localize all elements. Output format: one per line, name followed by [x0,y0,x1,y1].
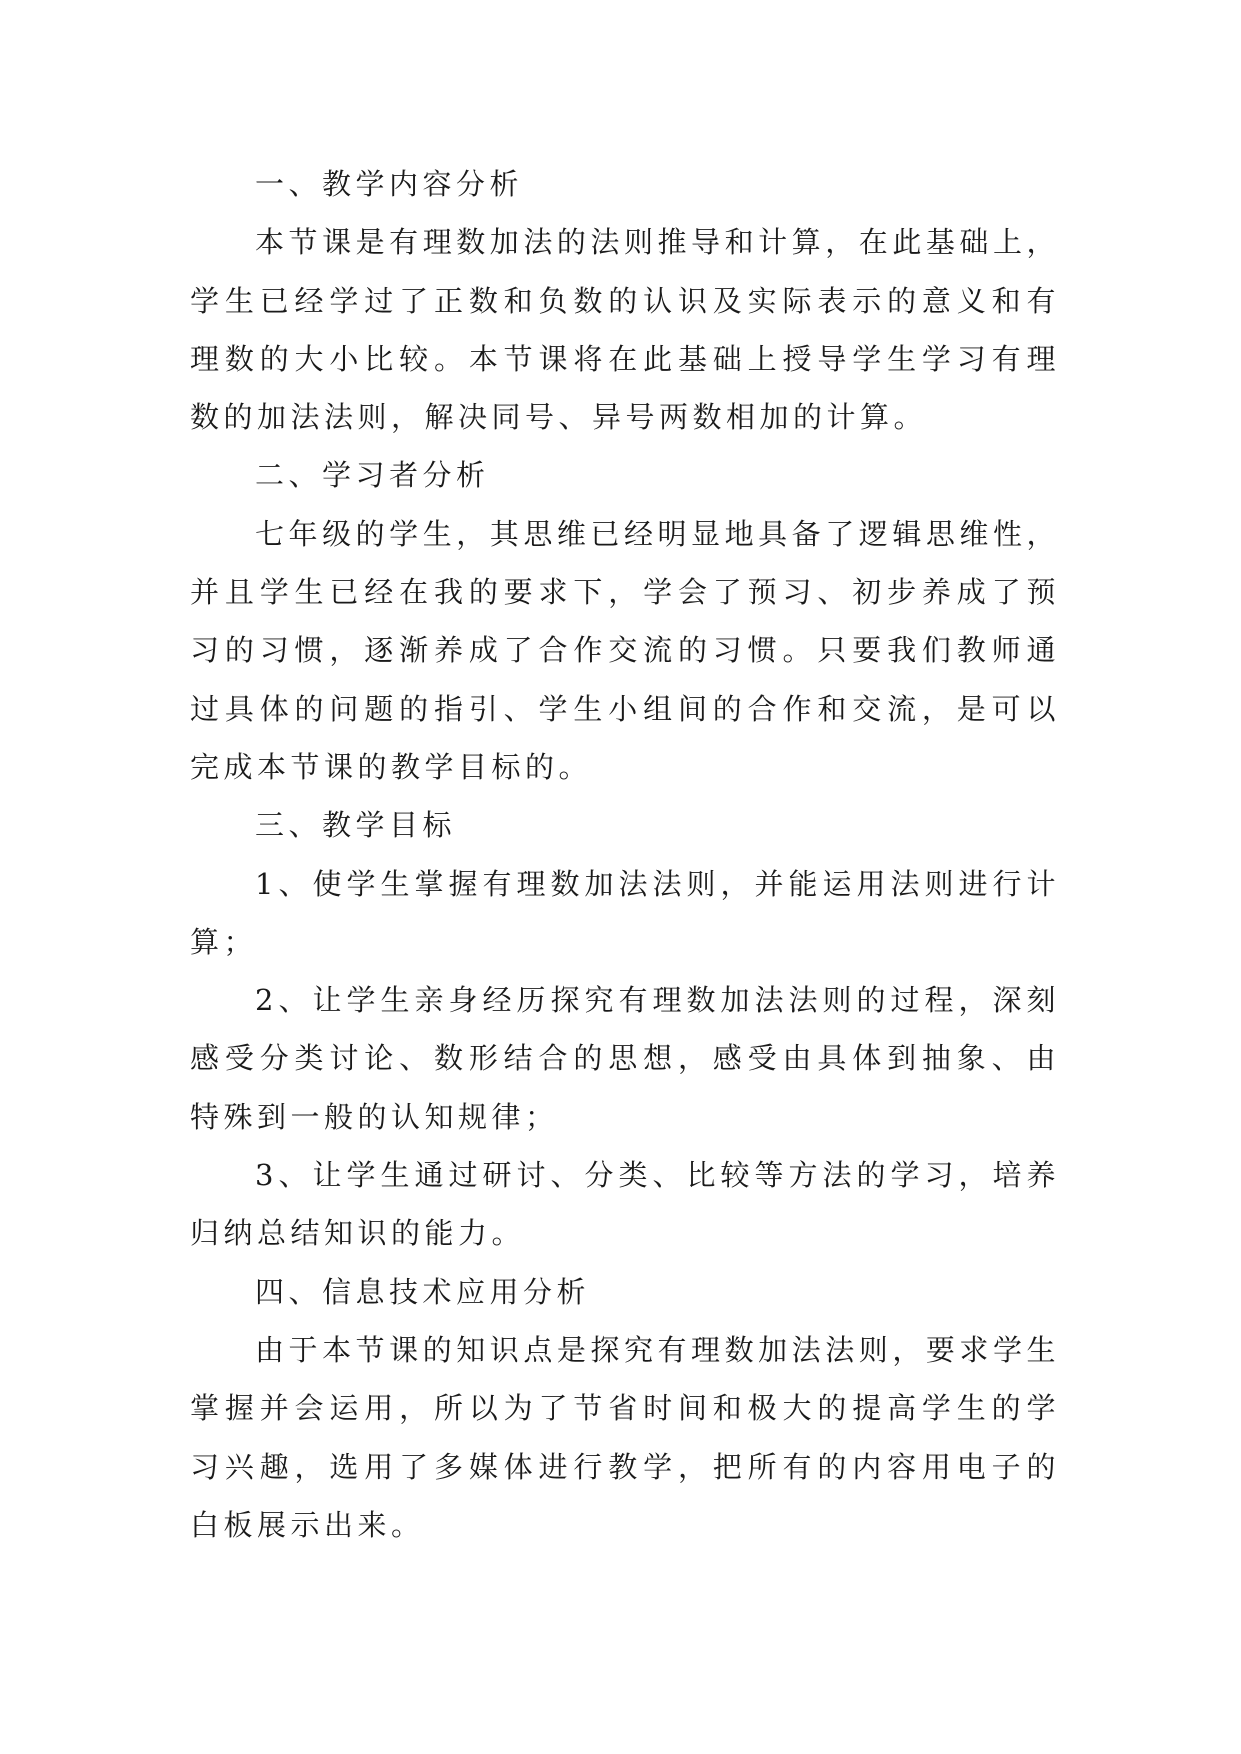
section-heading-it-analysis: 四、信息技术应用分析 [255,1274,591,1309]
paragraph-content-analysis: 本节课是有理数加法的法则推导和计算，在此基础上，学生已经学过了正数和负数的认识及实际表示的意义和有理数的大小比较。本节课将在此基础上授导学生学习有理数的加法法则，解决同号、异号两数相加的计算。 [190,225,1060,435]
section-heading-content-analysis: 一、教学内容分析 [255,167,524,201]
document-body [190,155,1060,1554]
section-heading-learner-analysis: 二、学习者分析 [255,458,490,493]
section-heading-teaching-goals: 三、教学目标 [255,808,457,843]
paragraph-learner-analysis: 七年级的学生，其思维已经明显地具备了逻辑思维性，并且学生已经在我的要求下，学会了预习、初步养成了预习的习惯，逐渐养成了合作交流的习惯。只要我们教师通过具体的问题的指引、学生小组间的合作和交流，是可以完成本节课的教学目标的。 [190,516,1060,784]
paragraph-it-analysis: 由于本节课的知识点是探究有理数加法法则，要求学生掌握并会运用，所以为了节省时间和极大的提高学生的学习兴趣，选用了多媒体进行教学，把所有的内容用电子的白板展示出来。 [190,1332,1060,1542]
paragraph-goal-2: 2、让学生亲身经历探究有理数加法法则的过程，深刻感受分类讨论、数形结合的思想，感受由具体到抽象、由特殊到一般的认知规律； [190,983,1060,1134]
paragraph-goal-1: 1、使学生掌握有理数加法法则，并能运用法则进行计算； [190,866,1060,959]
paragraph-goal-3: 3、让学生通过研讨、分类、比较等方法的学习，培养归纳总结知识的能力。 [190,1158,1060,1251]
